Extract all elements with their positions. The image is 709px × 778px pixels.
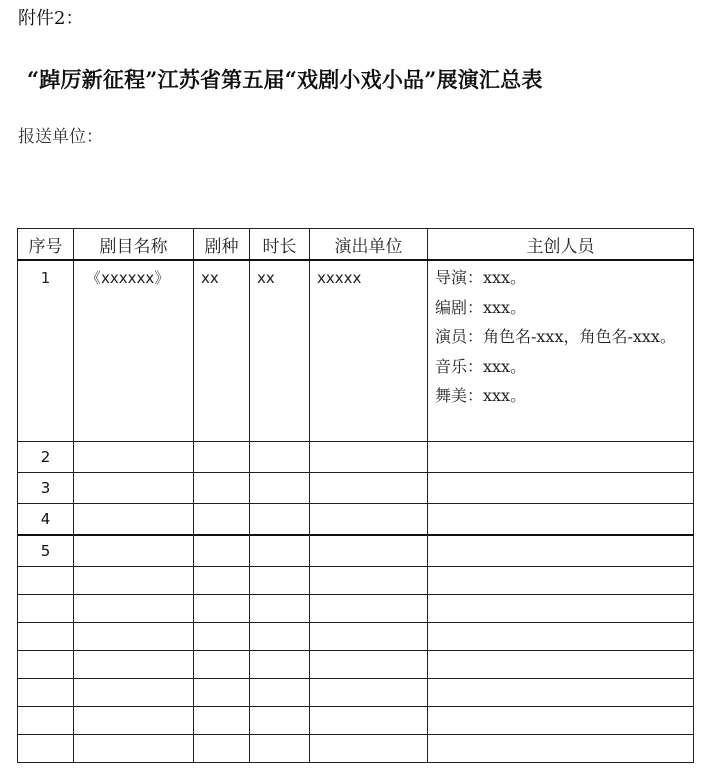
column-header-organization: 演出单位 — [310, 229, 428, 261]
table-row — [18, 535, 694, 567]
table-row-empty — [18, 567, 694, 595]
row-number: 4 — [18, 504, 74, 536]
cell-organization — [310, 260, 428, 442]
play-title: 《xxxxxx》 — [86, 269, 170, 287]
cell-genre — [194, 260, 250, 442]
row-number: 3 — [18, 473, 74, 504]
table-header-row — [18, 229, 694, 261]
column-header-number: 序号 — [18, 229, 74, 261]
column-header-genre: 剧种 — [194, 229, 250, 261]
staff-director: 导演：xxx。 — [435, 268, 527, 287]
performing-organization: xxxxx — [317, 269, 362, 287]
cell-creative-staff — [428, 260, 694, 442]
staff-music: 音乐：xxx。 — [435, 356, 527, 376]
cell-duration — [250, 260, 310, 442]
staff-stage-design: 舞美：xxx。 — [435, 386, 527, 405]
table-row — [18, 473, 694, 504]
row-number: 2 — [18, 442, 74, 473]
attachment-label: 附件2： — [18, 8, 84, 29]
creative-staff-list — [428, 261, 693, 411]
table-row-empty — [18, 679, 694, 707]
row-number: 5 — [18, 535, 74, 567]
document-title: “踔厉新征程”江苏省第五届“戏剧小戏小品”展演汇总表 — [27, 67, 543, 92]
submitting-unit-label: 报送单位： — [18, 127, 103, 147]
staff-playwright: 编剧：xxx。 — [435, 297, 527, 317]
cell-number — [18, 260, 74, 442]
table-row — [18, 442, 694, 473]
table-row-empty — [18, 735, 694, 763]
cell-title — [74, 260, 194, 442]
table-row-empty — [18, 651, 694, 679]
play-genre: xx — [201, 269, 219, 287]
table-row-empty — [18, 595, 694, 623]
row-number: 1 — [40, 269, 51, 287]
play-duration: xx — [257, 269, 275, 287]
column-header-creative-staff: 主创人员 — [428, 229, 694, 261]
column-header-title: 剧目名称 — [74, 229, 194, 261]
table-row-empty — [18, 707, 694, 735]
table-row — [18, 504, 694, 536]
summary-table — [17, 228, 694, 763]
table-row — [18, 260, 694, 442]
column-header-duration: 时长 — [250, 229, 310, 261]
table-row-empty — [18, 623, 694, 651]
staff-actors: 演员：角色名-xxx，角色名-xxx。 — [435, 327, 676, 346]
